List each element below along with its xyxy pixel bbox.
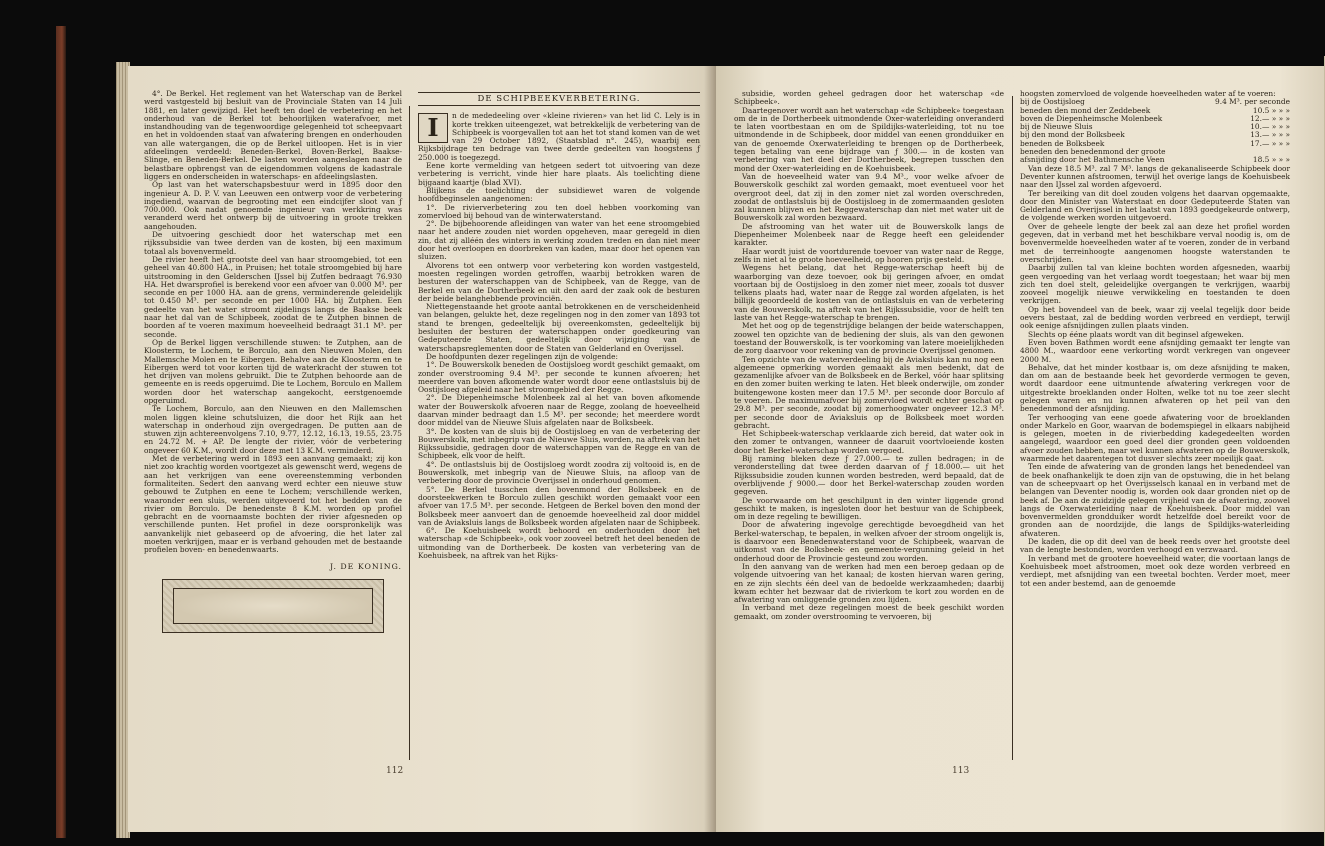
right-col1-text: [734, 90, 1004, 621]
paragraph: De rivier heeft het grootste deel van haar stroomgebied, tot een geheel van 40.800 HA., in Pruisen; het totale stroomgebied bij hare uitstrooming in den Gelderschen IJssel bij Zutfen bedraagt 76.930 HA. Het dwarsprofiel is berekend voor een afvoer van 0.000 M³. per seconde en per 1000 HA. aan de grens, verminderende geleidelijk tot 0.450 M³. per seconde en per 1000 HA. bij Zutphen. Een gedeelte van het water stroomt zijdelings langs de Baakse beek naar het dal van de Schipbeek, zoodat de te Zutphen binnen de boorden af te voeren maximum hoeveelheid bedraagt 31.1 M³. per seconde.: [144, 254, 402, 339]
paragraph: Eene korte vermelding van hetgeen sedert tot uitvoering van deze verbetering is verricht, vinde hier hare plaats. Als toelichting diene bijgaand kaartje (blad XVI).: [418, 161, 700, 187]
paragraph: 4°. De Berkel. Het reglement van het Waterschap van de Berkel werd vastgesteld bij besluit van de Provinciale Staten van 14 Juli 1881, en later gewijzigd. Het heeft ten doel de verbetering en het onderhoud van de Berkel tot behoorlijken waterafvoer, met instandhouding van de tegenwoordige gelegenheid tot scheepvaart en het in voldoenden staat van afwatering brengen en onderhouden van alle watergangen, die op de Berkel uitloopen. Het is in vier afdeelingen verdeeld: Beneden-Berkel, Boven-Berkel, Baakse-Slinge, en Beneden-Berkel. De lasten worden aangeslagen naar de belastbare opbrengst van de eigendommen volgens de kadastrale liggers en onderscheiden in waterschaps- en afdeelingslasten.: [144, 89, 402, 181]
table-value: 10.— » » »: [1250, 122, 1290, 132]
paragraph: Op last van het waterschapsbestuur werd in 1895 door den ingenieur A. D. P. V. van Leeuwen een ontwerp voor de verbetering ingediend, waarvan de begrooting met een eindcijfer sloot van ƒ 700.000. Ook nadat genoemde ingenieur van werkkring was veranderd werd het ontwerp bij de uitvoering in groote trekken aangehouden.: [144, 180, 402, 231]
paragraph: 4°. De ontlastsluis bij de Oostijsloeg wordt zoodra zij voltooid is, en de Bouwerskolk, met inbegrip van de Nieuwe Sluis, na afloop van de verbetering door de provincie Overijssel in onderhoud genomen.: [418, 459, 700, 486]
left-column-2: [418, 92, 700, 560]
paragraph: Slechts op ééne plaats wordt van dit beginsel afgeweken.: [1028, 329, 1244, 339]
decorative-ornament-panel: [162, 579, 384, 633]
table-place: bij den mond der Bolksbeek: [1020, 130, 1125, 140]
table-place: bij de Nieuwe Sluis: [1020, 122, 1093, 132]
paragraph: In verband met de grootere hoeveelheid water, die voortaan langs de Koehuisbeek moet afstroomen, moet ook deze worden verbreed en verdiept, met afsnijding van een tweetal bochten. Verder moet, meer tot een ander bestemd, aan de genoemde: [1020, 553, 1290, 588]
paragraph: n de mededeeling over «kleine rivieren» van het lid C. Lely is in korte trekken uiteengezet, wat betrekkelijk de verbetering van de Schipbeek is voorgevallen tot aan het tot stand komen van de wet van 29 October 1892, (Staatsblad n°. 245), waarbij een Rijksbijdrage ten bedrage van twee derde gedeelten van hoogstens ƒ 250.000 is toegezegd.: [418, 111, 700, 162]
paragraph: Door de afwatering ingevolge gerechtigde bevoegdheid van het Berkel-waterschap, te bepalen, in welken afvoer der stroom ongelijk is, is daarvoor een Benedenwaterstand voor de Schipbeek, waarvan de uitkomst van de Bolksbeek- en gemeente-vergunning geleid in het onderhoud door de Provincie gesteund zou worden.: [734, 520, 1004, 563]
paragraph: Op het bovendeel van de beek, waar zij veelal tegelijk door beide oevers bestaat, zal de bedding worden verbreed en verdiept, terwijl ook eenige afsnijdingen zullen plaats vinden.: [1020, 304, 1290, 331]
paragraph: De afstrooming van het water uit de Bouwerskolk langs de Diepenheimer Molenbeek naar de Regge heeft een geleidender karakter.: [734, 221, 1004, 248]
table-place: bij de Oostijsloeg: [1020, 97, 1085, 107]
paragraph: Bij raming bleken deze ƒ 27.000.— te zullen bedragen; in de veronderstelling dat twee derden daarvan of ƒ 18.000.— uit het Rijkssubsidie zouden kunnen worden bestreden, werd bepaald, dat de overblijvende ƒ 9000.— door het Berkel-waterschap zouden worden gegeven.: [734, 454, 1004, 497]
paragraph: 3°. De kosten van de sluis bij de Oostijsloeg en van de verbetering der Bouwerskolk, met inbegrip van de Nieuwe Sluis, worden, na aftrek van het Rijkssubsidie, gedragen door de waterschappen van de Regge en van de Schipbeek, elk voor de helft.: [418, 426, 700, 461]
signature: J. DE KONING.: [329, 561, 402, 571]
table-value: 12.— » » »: [1250, 113, 1290, 123]
paragraph: De hoofdpunten dezer regelingen zijn de volgende:: [426, 351, 619, 361]
table-place: boven de Diepenheimsche Molenbeek: [1020, 113, 1163, 123]
table-value: 18.5 » » »: [1252, 155, 1290, 165]
right-column-1: [734, 90, 1004, 621]
paragraph: Even boven Bathmen wordt eene afsnijding gemaakt ter lengte van 4800 M., waardoor eene verkorting wordt verkregen van ongeveer 2000 M.: [1020, 337, 1290, 364]
paragraph: Ten einde de afwatering van de gronden langs het benedendeel van de beek onafhankelijk te doen zijn van de opstuwing, die in het belang van de scheepvaart op het Overijsselsch kanaal en in verband met de belangen van Deventer noodig is, worden ook daar gronden niet op de beek af. De aan de zuidzijde gelegen vrijheid van de afwatering, zoowel langs de Oxerwaterleiding naar de Koehuisbeek. Door middel van bovenvermelden grondduiker wordt hetzelfde doel bereikt voor de gronden aan de noordzijde, die langs de Spildijks-waterleiding afwateren.: [1020, 462, 1290, 538]
left-col2-text: [418, 112, 700, 560]
paragraph: Het Schipbeek-waterschap verklaarde zich bereid, dat water ook in den zomer te ontvangen, wanneer de daaruit voortvloeiende kosten door het Berkel-waterschap worden vergoed.: [734, 429, 1004, 455]
left-column-1: [144, 90, 402, 633]
paragraph: 6°. De Koehuisbeek wordt behoord en onderhouden door het waterschap «de Schipbeek», ook voor zooveel betreft het deel beneden de uitmonding van de Dortherbeek. De kosten van verbetering van de Koehuisbeek, na aftrek van het Rijks-: [418, 526, 700, 561]
article-title: DE SCHIPBEEKVERBETERING.: [418, 92, 700, 106]
paragraph: Haar wordt juist de voortdurende toevoer van water naar de Regge, zelfs in niet al te groote hoeveelheid, op hooren prijs gesteld.: [734, 246, 1004, 264]
paragraph: 5°. De Berkel tusschen den bovenmond der Bolksbeek en de doorsteekwerken te Borculo zullen geschikt worden gemaakt voor een afvoer van 17.5 M³. per seconde. Hetgeen de Berkel boven den mond der Bolksbeek meer aanvoert dan de genoemde hoeveelheid zal door middel van de Aviaksluis langs de Bolksbeek worden afgelaten naar de Schipbeek.: [418, 484, 700, 527]
paragraph: Blijkens de toelichting der subsidiewet waren de volgende hoofdbeginselen aangenomen:: [418, 185, 700, 204]
column-divider: [1012, 96, 1013, 760]
paragraph: Ten opzichte van de waterverdeeling bij de Aviaksluis kan nu nog een algemeene opmerking worden gemaakt als men bedenkt, dat de gezamenlijke afvoer van de Bolksbeek en de Berkel, vóór haar splitsing en den zomer buiten werking te laten. Het bleek onderwijle, om zonder buitengewone kosten meer dan 17.5 M³. per seconde door Borculo af te voeren. De maximumafvoer bij zomervloed wordt echter geschat op 29.8 M³. per seconde, zoodat bij zomerhoogwater ongeveer 12.3 M³. per seconde door de Aviaksluis op de Bolksbeek moet worden gebracht.: [734, 354, 1004, 430]
table-place: beneden den mond der Zeddebeek: [1020, 105, 1151, 115]
paragraph: subsidie, worden geheel gedragen door het waterschap «de Schipbeek».: [734, 89, 1004, 107]
column-divider: [409, 106, 410, 760]
left-col1-text: [144, 90, 402, 555]
paragraph: De voorwaarde om het geschilpunt in den winter liggende grond geschikt te maken, is ingesloten door het bestuur van de Schipbeek, om in deze regeling te bewilligen.: [734, 495, 1004, 522]
right-column-2: [1020, 90, 1290, 588]
paragraph: Met het oog op de tegenstrijdige belangen der beide waterschappen, zoowel ten opzichte van de bediening der sluis, als van den gewonen toestand der Bouwerskolk, is ter voorkoming van latere moeielijkheden de zorg daarvoor voor rekening van de provincie Overijssel genomen.: [734, 321, 1004, 356]
discharge-table: [1020, 98, 1290, 164]
table-value: 17.— » » »: [1250, 138, 1290, 148]
paragraph: Te Lochem, Borculo, aan den Nieuwen en den Mallemschen molen liggen kleine schutsluizen, die door het Rijk aan het waterschap in onderhoud zijn overgedragen. De putten aan de stuwen zijn achtereenvolgens 7.10, 9.77, 12.12, 16.13, 19.55, 23.75 en 24.72 M. + AP. De lengte der rivier, vóór de verbetering ongeveer 60 K.M., wordt door deze met 13 K.M. verminderd.: [144, 404, 402, 455]
table-value: 10.5 » » »: [1252, 105, 1290, 115]
paragraph: In verband met deze regelingen moest de beek geschikt worden gemaakt, om zonder overstrooming te vervoeren, bij: [734, 603, 1004, 621]
table-intro: hoogsten zomervloed de volgende hoeveelheden water af te voeren:: [1020, 89, 1276, 98]
paragraph: Met de verbetering werd in 1893 een aanvang gemaakt; zij kon niet zoo krachtig worden voortgezet als gewenscht werd, wegens de aan het verkrijgen van eene overeenstemming verbonden formaliteiten. Sedert den aanvang werd echter een nieuwe stuw gebouwd te Zutphen en eene te Lochem; verschillende werken, waaronder een sluis, werden uitgevoerd tot het bedden van de rivier om Borculo. De benedenste 8 K.M. worden op profiel gebracht en de voornaamste bochten der rivier afgesneden op verschillende punten. Het profiel in deze oorspronkelijk was aanvankelijk niet gebaseerd op de afvoering, die het later zal moeten verkrijgen, maar er is verband gehouden met de bestaande profielen boven- en benedenwaarts.: [144, 454, 402, 555]
paragraph: Van de hoeveelheid water van 9.4 M³., voor welke afvoer de Bouwerskolk geschikt zal worden gemaakt, moet eventueel voor het overgroot deel, dat zij in den zomer niet zal worden overschreden, zoodat de ontlastsluis bij de Oostijsloeg in de zomermaanden gesloten zal kunnen blijven en het Reggewaterschap dan niet met water uit de Bouwerskolk zal worden bezwaard.: [734, 171, 1004, 223]
left-page: [128, 66, 716, 832]
right-page: [716, 66, 1325, 832]
paragraph: Ter verhooging van eene goede afwatering voor de broeklanden onder Markelo en Goor, waarvan de bodemspiegel in elkaars nabijheid is gelegen, moeten in de rivierbedding kadegedeelten worden aangelegd, waardoor een goed deel dier gronden geen voldoenden afvoer zouden hebben, maar wel kunnen afwateren op de Bouwerskolk, waarmede het daarentegen tot dusver slechts zeer moeilijk gaat.: [1020, 412, 1290, 464]
paragraph: Niettegenstaande het groote aantal betrokkenen en de verscheidenheid van belangen, gelukte het, deze regelingen nog in den zomer van 1893 tot stand te brengen, gedeeltelijk bij overeenkomsten, gedeeltelijk bij besluiten der besturen der waterschappen onder goedkeuring van Gedeputeerde Staten, gedeeltelijk door wijziging van de waterschapsreglementen door de Staten van Gelderland en Overijssel.: [418, 302, 700, 353]
page-number-right: 113: [952, 766, 970, 776]
paragraph: De uitvoering geschiedt door het waterschap met een rijkssubsidie van twee derden van de kosten, bij een maximum totaal als bovenvermeld.: [144, 230, 402, 256]
paragraph: Over de geheele lengte der beek zal aan deze het profiel worden gegeven, dat in verband met het beschikbare verval noodig is, om de bovenvermelde hoeveelheden water af te voeren, zonder de in verband met de terreinhoogte aangenomen hoogste waterstanden te overschrijden.: [1020, 221, 1290, 264]
paragraph: 2°. De bijbehoorende afleidingen van water van het eene stroomgebied naar het andere zouden niet worden opgeheven, maar geregeld in dien zin, dat zij alléén des winters in werking zouden treden en dan niet meer door het overloopen en doorbreken van kaden, maar door het openen van sluizen.: [418, 219, 700, 262]
right-col2-text: [1020, 165, 1290, 588]
paragraph: 1°. De Bouwerskolk beneden de Oostijsloeg wordt geschikt gemaakt, om zonder overstrooming 9.4 M³. per seconde te kunnen afvoeren; het meerdere van boven afkomende water wordt door eene ontlastsluis bij de Oostijsloeg afgeleid naar het stroomgebied der Regge.: [418, 360, 700, 395]
paragraph: De kaden, die op dit deel van de beek reeds over het grootste deel van de lengte bestonden, worden verhoogd en verzwaard.: [1020, 537, 1290, 555]
paragraph: 1°. De rivierverbetering zou ten doel hebben voorkoming van zomervloed bij behoud van de winterwaterstand.: [418, 202, 700, 220]
paragraph: In den aanvang van de werken had men een beroep gedaan op de volgende uitvoering van het kanaal; de kosten hiervan waren gering, en ze zijn slechts één deel van de bedoelde werkzaamheden; daarbij kwam echter het bezwaar dat de rivierkom te kort zou worden en de afwatering van omliggende gronden zou lijden.: [734, 561, 1004, 605]
table-place: afsnijding door het Bathmensche Veen: [1020, 155, 1165, 165]
paragraph: Van deze 18.5 M³. zal 7 M³. langs de gekanaliseerde Schipbeek door Deventer kunnen afstroomen, terwijl het overige langs de Koehuisbeek naar den IJssel zal worden afgevoerd.: [1020, 163, 1290, 190]
table-value: 9.4 M³. per seconde: [1215, 97, 1290, 107]
page-number-left: 112: [386, 766, 404, 776]
table-value: 13.— » » »: [1250, 130, 1290, 140]
book-spread: [56, 26, 1324, 838]
table-place: beneden den benedenmond der groote: [1020, 147, 1166, 157]
table-place: beneden de Bolksbeek: [1020, 138, 1105, 148]
paragraph: Op de Berkel liggen verschillende stuwen: te Zutphen, aan de Kloosterm, te Lochem, te Borculo, aan den Nieuwen Molen, den Mallemsche Molen en te Eibergen. Behalve aan de Kloosterm en te Eibergen werd tot voor korten tijd de waterkracht der stuwen tot het drijven van molens gebruikt. Die te Zutphen behoorde aan de gemeente en is reeds opgeruimd. Die te Lochem, Borculo en Mallem worden door het waterschap aangekocht, eerstgenoemde opgeruimd.: [144, 337, 402, 405]
paragraph: 2°. De Diepenheimsche Molenbeek zal al het van boven afkomende water der Bouwerskolk afvoeren naar de Regge, zoolang de hoeveelheid daarvan minder bedraagt dan 1.5 M³. per seconde; het meerdere wordt door middel van de Nieuwe Sluis afgelaten naar de Bolksbeek.: [418, 393, 700, 428]
paragraph: Ter bereiking van dit doel zouden volgens het daarvan opgemaakte, door den Minister van Waterstaat en door Gedeputeerde Staten van Gelderland en Overijssel in het laatst van 1893 goedgekeurde ontwerp, de volgende werken worden uitgevoerd.: [1020, 188, 1290, 223]
paragraph: Daarbij zullen tal van kleine bochten worden afgesneden, waarbij geen vergoeding van het verlaag wordt toegestaan; het waar bij men zich ten doel stelt, geleidelijke overgangen te verkrijgen, waarbij zooveel mogelijk nieuwe verwikkeling en toestanden te doen verkrijgen.: [1020, 263, 1290, 306]
paragraph: Behalve, dat het minder kostbaar is, om deze afsnijding te maken, dan om aan de bestaande beek het gevorderde vermogen te geven, wordt daardoor eene uitmuntende afwatering verkregen voor de uitgestrekte broeklanden onder Holten, welke tot nu toe zeer slecht gelegen waren en nu kunnen afwateren op het peil van den benedenmond der afsnijding.: [1020, 362, 1290, 414]
paragraph: Daartegenover wordt aan het waterschap «de Schipbeek» toegestaan om de in de Dortherbeek uitmondende Oxer-waterleiding onveranderd te laten voortbestaan en om de Spildijks-waterleiding, tot nu toe uitmondende in de Schipbeek, door middel van eenen grondduiker en van de genoemde Oxerwaterleiding te brengen op de Dortherbeek, tegen betaling van eene bijdrage van ƒ 300.— in de kosten van verbetering van het deel der Dortherbeek, begrepen tusschen den mond der Oxer-waterleiding en de Koehuisbeek.: [734, 105, 1004, 173]
paragraph: Alvorens tot een ontwerp voor verbetering kon worden vastgesteld, moesten regelingen worden getroffen, waarbij betrokken waren de besturen der waterschappen van de Schipbeek, van de Regge, van de Berkel en van de Dortherbeek en uit den aard der zaak ook de besturen der beide belanghebbende provinciën.: [418, 260, 700, 303]
paragraph: Wegens het belang, dat het Regge-waterschap heeft bij de waarborging van deze toevoer, ook bij geringen afvoer, en omdat voortaan bij de Oostijsloeg in den zomer niet meer, zooals tot dusver telkens plaats had, water naar de Regge zal worden afgelaten, is het billijk geoordeeld de kosten van de ontlastsluis en van de verbetering van de Bouwerskolk, na aftrek van het Rijkssubsidie, voor de helft ten laste van het Regge-waterschap te brengen.: [734, 263, 1004, 323]
drop-cap: I: [418, 113, 448, 143]
